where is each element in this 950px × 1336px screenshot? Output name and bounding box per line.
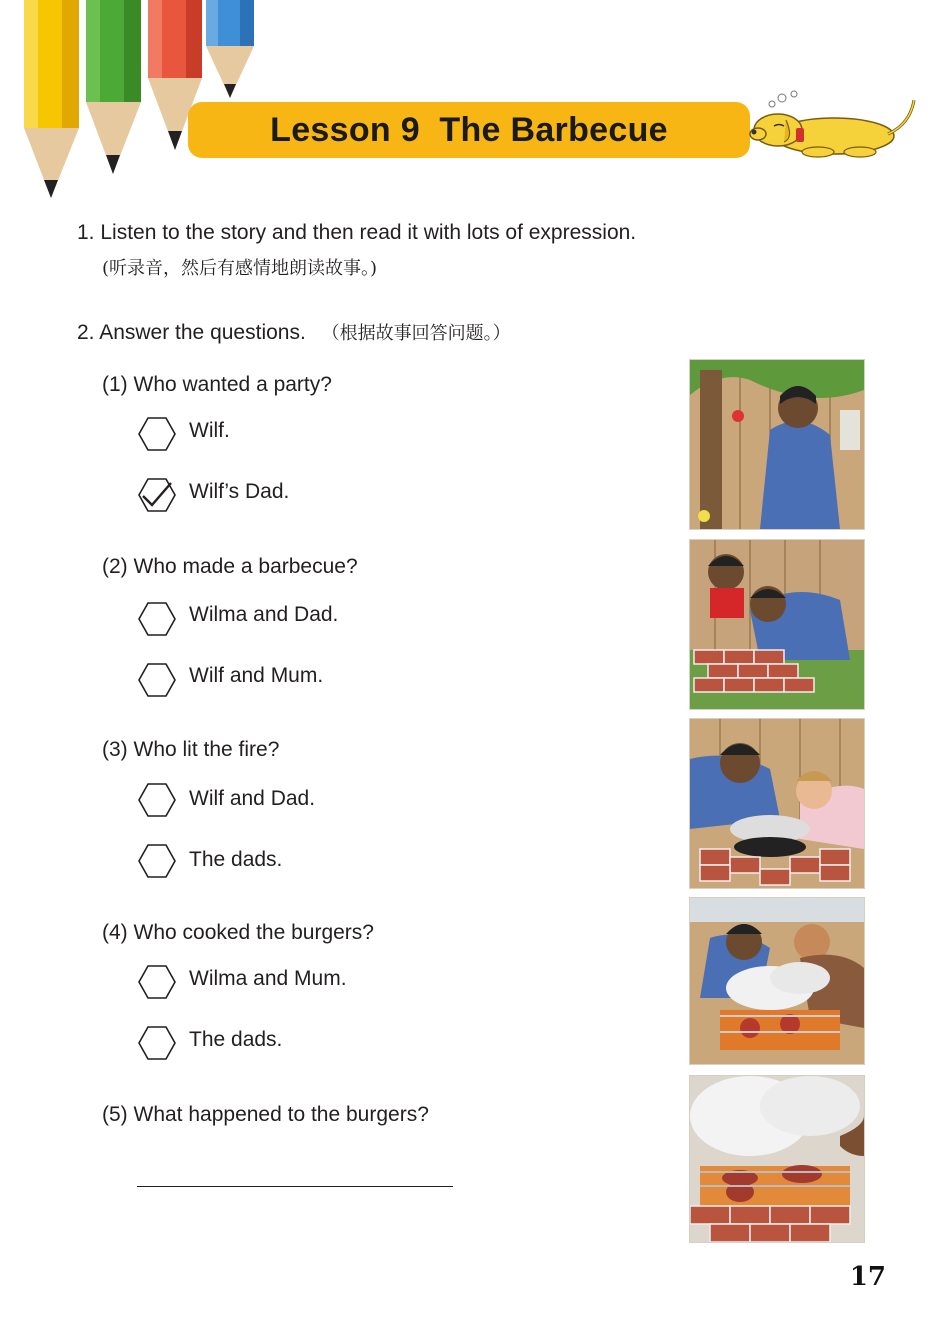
option-label: Wilf and Dad.: [189, 787, 316, 810]
story-picture-2: [689, 539, 865, 710]
lesson-title-bar: [188, 102, 750, 158]
option-label: The dads.: [189, 1028, 283, 1051]
question-5: (5) What happened to the burgers?: [102, 1103, 429, 1126]
option-label: Wilf’s Dad.: [189, 480, 290, 503]
instruction-1-chinese: (听录音，然后有感情地朗读故事。): [102, 258, 378, 279]
instruction-1: 1. Listen to the story and then read it with lots of expression.: [77, 221, 637, 244]
option-label: Wilma and Dad.: [189, 603, 339, 626]
option-label: Wilf.: [189, 419, 230, 442]
option-checkbox-hexagon[interactable]: [137, 1025, 177, 1061]
question-2: (2) Who made a barbecue?: [102, 555, 358, 578]
option-label: Wilma and Mum.: [189, 967, 347, 990]
option-checkbox-hexagon[interactable]: [137, 416, 177, 452]
option-label: The dads.: [189, 848, 283, 871]
instruction-2-text: 2. Answer the questions.: [77, 321, 306, 344]
option-checkbox-hexagon[interactable]: [137, 843, 177, 879]
yellow-pencil: [24, 0, 79, 198]
option-checkbox-hexagon[interactable]: [137, 782, 177, 818]
option-checkbox-hexagon-checked[interactable]: [137, 477, 177, 513]
option-checkbox-hexagon[interactable]: [137, 601, 177, 637]
option-checkbox-hexagon[interactable]: [137, 964, 177, 1000]
story-picture-4: [689, 897, 865, 1065]
question-4: (4) Who cooked the burgers?: [102, 921, 374, 944]
page-number: 17: [849, 1262, 886, 1292]
green-pencil: [86, 0, 141, 174]
question-1: (1) Who wanted a party?: [102, 373, 332, 396]
instruction-2-chinese: （根据故事回答问题。）: [321, 323, 511, 344]
story-picture-1: [689, 359, 865, 530]
sleeping-dog-illustration: [748, 90, 924, 160]
story-picture-5: [689, 1075, 865, 1243]
story-picture-3: [689, 718, 865, 889]
lesson-title: Lesson 9 The Barbecue: [270, 110, 668, 149]
answer-line[interactable]: [137, 1186, 453, 1187]
blue-pencil: [206, 0, 254, 98]
instruction-2: [77, 319, 511, 345]
option-checkbox-hexagon[interactable]: [137, 662, 177, 698]
option-label: Wilf and Mum.: [189, 664, 324, 687]
question-3: (3) Who lit the fire?: [102, 738, 280, 761]
